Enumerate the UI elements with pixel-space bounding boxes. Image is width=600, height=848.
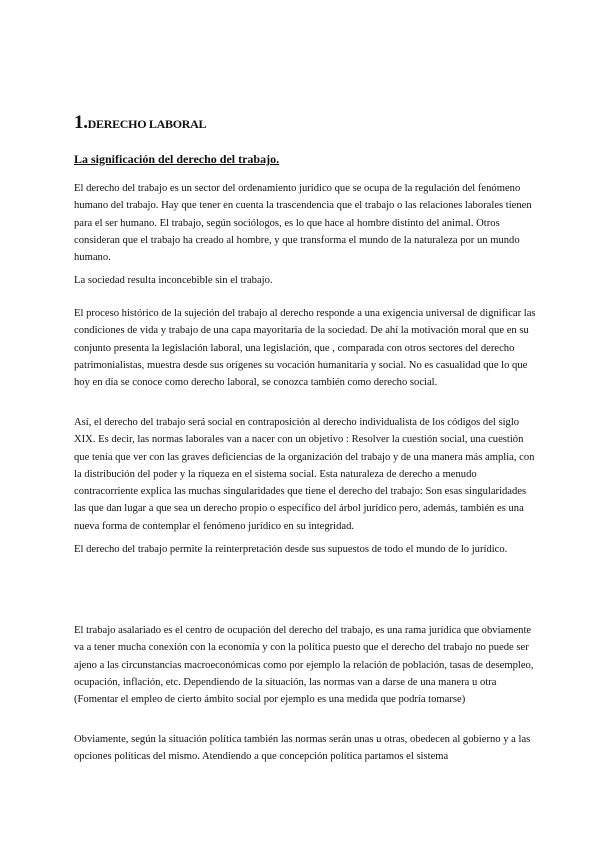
section-subheading: La significación del derecho del trabajo. [74, 152, 280, 166]
heading-title: DERECHO LABORAL [87, 117, 207, 131]
section-heading [74, 112, 206, 134]
heading-number: 1. [74, 112, 88, 133]
paragraph-1: El derecho del trabajo es un sector del ordenamiento jurídico que se ocupa de la regulación del fenómeno humano del trabajo. Hay que tener en cuenta la trascendencia que el trabajo o las relaciones laborales tienen para el ser humano. El trabajo, según sociólogos, es lo que hace al hombre distinto del animal. Otros consideran que el trabajo ha creado al hombre, y que transforma el mundo de la naturaleza por un mundo humano. [74, 183, 532, 264]
paragraph-7: Obviamente, según la situación política también las normas serán unas u otras, obedecen al gobierno y a las opciones políticas del mismo. Atendiendo a que concepción política partamos el sistema [74, 734, 531, 763]
paragraph-6: El trabajo asalariado es el centro de ocupación del derecho del trabajo, es una rama jurídica que obviamente va a tener mucha conexión con la economía y con la política puesto que el derecho del trabajo no puede ser ajeno a las circunstancias macroeconómicas como por ejemplo la relación de población, tasas de desempleo, ocupación, inflación, etc. Dependiendo de la situación, las normas van a darse de una manera u otra (Fomentar el empleo de cierto ámbito social por ejemplo es una medida que podría tomarse) [74, 625, 534, 706]
paragraph-5: El derecho del trabajo permite la reinterpretación desde sus supuestos de todo el mundo de lo jurídico. [74, 544, 508, 555]
paragraph-4: Así, el derecho del trabajo será social en contraposición al derecho individualista de los códigos del siglo XIX. Es decir, las normas laborales van a nacer con un objetivo : Resolver la cuestión social, una cuestión que tenía que ver con las graves deficiencias de la organización del trabajo y de una manera más amplia, con la distribución del poder y la riqueza en el sistema social. Esta naturaleza de derecho a menudo contracorriente explica las muchas singularidades que tiene el derecho del trabajo: Son esas singularidades las que dan lugar a que sea un derecho propio o específico del árbol jurídico pero, además, también es una nueva forma de contemplar el fenómeno jurídico en su integridad. [74, 417, 535, 532]
paragraph-2: La sociedad resulta inconcebible sin el trabajo. [74, 275, 273, 286]
paragraph-3: El proceso histórico de la sujeción del trabajo al derecho responde a una exigencia universal de dignificar las condiciones de vida y trabajo de una capa mayoritaria de la sociedad. De ahí la motivación moral que en su conjunto presenta la legislación laboral, una legislación, que , comparada con otros sectores del derecho patrimonialistas, muestra desde sus orígenes su vocación humanitaria y social. No es casualidad que lo que hoy en día se conoce como derecho laboral, se conozca también como derecho social. [74, 308, 536, 389]
